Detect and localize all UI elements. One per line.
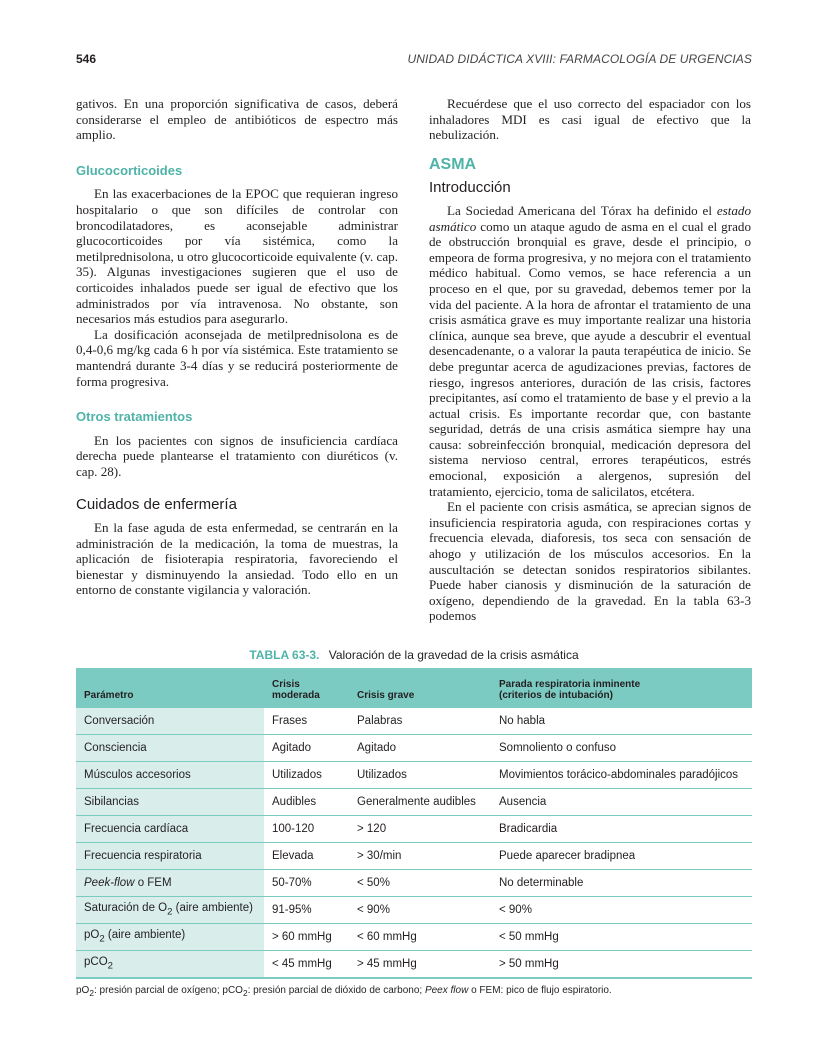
param-cell: Sibilancias xyxy=(76,789,264,816)
param-cell xyxy=(76,870,264,897)
table-row xyxy=(76,762,752,789)
moderate-cell: Utilizados xyxy=(264,762,349,789)
footnote-text: pO xyxy=(76,985,90,996)
moderate-cell: 91-95% xyxy=(264,897,349,924)
param-cell xyxy=(76,951,264,979)
table-row xyxy=(76,789,752,816)
table-header-row xyxy=(76,668,752,708)
severe-cell: Utilizados xyxy=(349,762,491,789)
paragraph-espaciador: Recuérdese que el uso correcto del espaciador con los inhaladores MDI es casi igual de efectivo que la nebulización. xyxy=(429,96,751,143)
moderate-cell: Agitado xyxy=(264,735,349,762)
table-row xyxy=(76,708,752,735)
table-footnote xyxy=(76,985,612,998)
moderate-cell: 50-70% xyxy=(264,870,349,897)
param-text-suffix: (aire ambiente) xyxy=(104,929,186,942)
paragraph-continuation: gativos. En una proporción significativa de casos, deberá considerarse el empleo de antibióticos de espectro más amplio. xyxy=(76,96,398,143)
intro-emphasis-term: estado asmático xyxy=(429,202,751,234)
param-cell xyxy=(76,924,264,951)
right-column xyxy=(429,96,751,624)
heading-asma: ASMA xyxy=(429,155,477,173)
header-parada-line2: (criterios de intubación) xyxy=(499,690,613,701)
table-row xyxy=(76,924,752,951)
table-caption xyxy=(0,648,828,662)
table-row xyxy=(76,843,752,870)
param-emphasis: Peek-flow xyxy=(84,877,135,889)
paragraph-glucocorticoides-1: En las exacerbaciones de la EPOC que requieran ingreso hospitalario o que son difíciles de controlar con broncodilatadores, es aconsejable administrar glucocorticoides por vía sistémica, como la metilprednisolona, u otro glucocorticoide equivalente (v. cap. 35). Algunas investigaciones sugieren que el uso de corticoides inhalados puede ser igual de efectivo que los administrados por vía intravenosa. No obstante, son necesarios más estudios para asegurarlo. xyxy=(76,186,398,327)
param-subscript: 2 xyxy=(167,906,173,918)
severe-cell: > 45 mmHg xyxy=(349,951,491,979)
heading-glucocorticoides: Glucocorticoides xyxy=(76,162,183,178)
param-cell: Músculos accesorios xyxy=(76,762,264,789)
paragraph-cuidados-enfermeria: En la fase aguda de esta enfermedad, se centrarán en la administración de la medicación, la toma de muestras, la aplicación de fisioterapia respiratoria, favoreciendo el bienestar y disminuyendo la ansiedad. Todo ello en un entorno de constante vigilancia y valoración. xyxy=(76,520,398,598)
header-crisis-grave: Crisis grave xyxy=(349,668,491,708)
arrest-cell: < 50 mmHg xyxy=(491,924,752,951)
running-header-title: UNIDAD DIDÁCTICA XVIII: FARMACOLOGÍA DE URGENCIAS xyxy=(407,52,752,66)
severe-cell: < 50% xyxy=(349,870,491,897)
moderate-cell: Audibles xyxy=(264,789,349,816)
arrest-cell: Puede aparecer bradipnea xyxy=(491,843,752,870)
table-row xyxy=(76,951,752,979)
arrest-cell: < 90% xyxy=(491,897,752,924)
severe-cell: < 90% xyxy=(349,897,491,924)
table-row xyxy=(76,816,752,843)
arrest-cell: No determinable xyxy=(491,870,752,897)
footnote-text: : presión parcial de oxígeno; pCO xyxy=(93,985,243,996)
param-text: pO xyxy=(84,929,100,942)
param-cell: Consciencia xyxy=(76,735,264,762)
table-label: TABLA 63-3. xyxy=(249,648,320,662)
arrest-cell: > 50 mmHg xyxy=(491,951,752,979)
table-title: Valoración de la gravedad de la crisis asmática xyxy=(328,648,579,662)
heading-introduccion: Introducción xyxy=(429,179,511,197)
page-number: 546 xyxy=(76,52,97,66)
moderate-cell: 100-120 xyxy=(264,816,349,843)
table-row xyxy=(76,870,752,897)
table-row xyxy=(76,735,752,762)
paragraph-otros-tratamientos: En los pacientes con signos de insuficiencia cardíaca derecha puede plantearse el tratamiento con diuréticos (v. cap. 28). xyxy=(76,432,398,479)
severe-cell: < 60 mmHg xyxy=(349,924,491,951)
moderate-cell: < 45 mmHg xyxy=(264,951,349,979)
heading-otros-tratamientos: Otros tratamientos xyxy=(76,409,193,425)
header-parada-respiratoria xyxy=(491,668,752,708)
param-text: pCO xyxy=(84,956,108,969)
footnote-text: : presión parcial de dióxido de carbono; xyxy=(247,985,425,996)
param-cell: Frecuencia cardíaca xyxy=(76,816,264,843)
param-subscript: 2 xyxy=(99,933,105,945)
moderate-cell: Elevada xyxy=(264,843,349,870)
paragraph-glucocorticoides-2: La dosificación aconsejada de metilprednisolona es de 0,4-0,6 mg/kg cada 6 h por vía sistémica. Este tratamiento se mantendrá durante 3-4 días y se reducirá posteriormente de forma progresiva. xyxy=(76,326,398,389)
header-crisis-moderada-text: Crisis moderada xyxy=(272,679,320,701)
severe-cell: > 30/min xyxy=(349,843,491,870)
arrest-cell: Movimientos torácico-abdominales paradójicos xyxy=(491,762,752,789)
param-cell: Conversación xyxy=(76,708,264,735)
paragraph-introduccion-1 xyxy=(429,203,751,499)
param-text-suffix: (aire ambiente) xyxy=(172,902,253,915)
footnote-subscript: 2 xyxy=(242,988,248,998)
left-column xyxy=(76,96,398,598)
param-text: o FEM xyxy=(134,877,172,889)
arrest-cell: Somnoliento o confuso xyxy=(491,735,752,762)
footnote-text: o FEM: pico de flujo espiratorio. xyxy=(468,985,612,996)
param-subscript: 2 xyxy=(107,960,113,972)
header-parametro: Parámetro xyxy=(76,668,264,708)
paragraph-introduccion-2: En el paciente con crisis asmática, se aprecian signos de insuficiencia respiratoria aguda, con respiraciones cortas y frecuencia elevada, diaforesis, tos seca con sensación de ahogo y utilización de los músculos accesorios. En la auscultación se detectan sonidos respiratorios sibilantes. Puede haber cianosis y disminución de la saturación de oxígeno, dependiendo de la gravedad. En la tabla 63-3 podemos xyxy=(429,499,751,624)
severe-cell: Palabras xyxy=(349,708,491,735)
table-row xyxy=(76,897,752,924)
heading-cuidados-enfermeria: Cuidados de enfermería xyxy=(76,496,237,514)
severe-cell: Generalmente audibles xyxy=(349,789,491,816)
param-text: Saturación de O xyxy=(84,902,168,915)
arrest-cell: No habla xyxy=(491,708,752,735)
footnote-subscript: 2 xyxy=(89,988,94,998)
intro-text-rest: como un ataque agudo de asma en el cual el grado de obstrucción bronquial es grave, desde el principio, o empeora de forma progresiva, y no mejora con el tratamiento médico habitual. Como vemos, se hace referencia a un proceso en el que, por su gravedad, debemos temer por la vida del paciente. A la hora de afrontar el tratamiento de una crisis asmática grave es muy importante realizar una historia clínica, aunque sea breve, que ayude a descubrir el eventual desencadenante, o a valorar la pauta terapéutica de inicio. Se debe preguntar acerca de agudizaciones previas, factores de riesgo, ingresos anteriores, duración de las crisis, factores precipitantes, así como el tratamiento de base y el previo a la actual crisis. Es importante recordar que, con bastante seguridad, detrás de una crisis asmática siempre hay una causa: sobreinfección bronquial, medicación depresora del sistema nervioso central, errores terapéuticos, estrés emocional, exposición a alergenos, supresión del tratamiento, ejercicio, toma de salicilatos, etcétera. xyxy=(429,218,751,499)
intro-text-start: La Sociedad Americana del Tórax ha definido el xyxy=(447,202,717,218)
header-crisis-moderada xyxy=(264,668,349,708)
param-cell: Frecuencia respiratoria xyxy=(76,843,264,870)
header-parada-line1: Parada respiratoria inminente xyxy=(499,679,641,690)
footnote-emphasis: Peex flow xyxy=(424,985,469,996)
severe-cell: Agitado xyxy=(349,735,491,762)
arrest-cell: Ausencia xyxy=(491,789,752,816)
arrest-cell: Bradicardia xyxy=(491,816,752,843)
severe-cell: > 120 xyxy=(349,816,491,843)
param-cell xyxy=(76,897,264,924)
moderate-cell: Frases xyxy=(264,708,349,735)
severity-table xyxy=(76,668,752,979)
moderate-cell: > 60 mmHg xyxy=(264,924,349,951)
